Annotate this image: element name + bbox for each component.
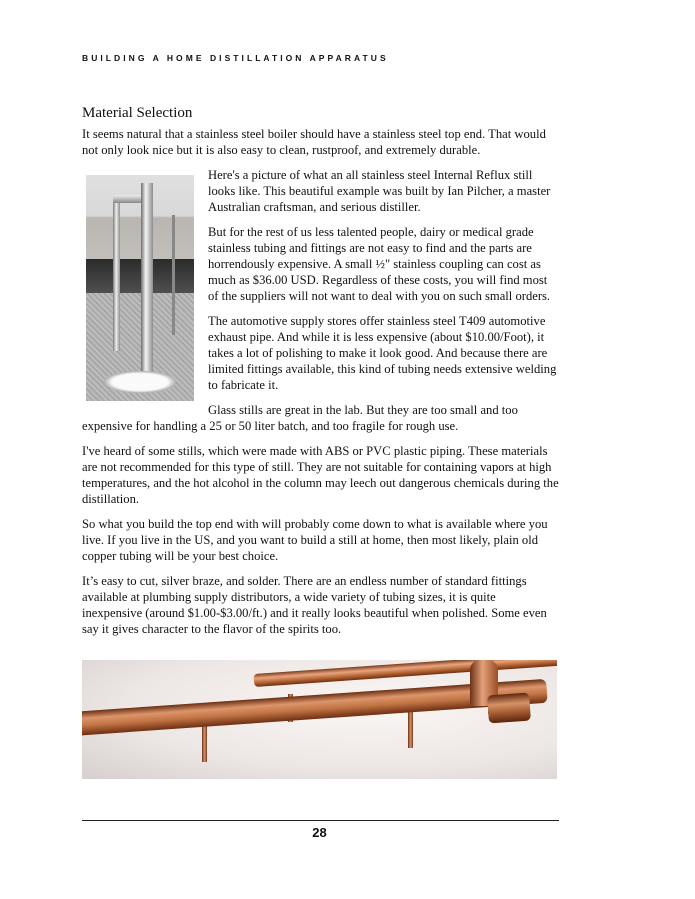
copper-leg	[202, 722, 207, 762]
paragraph-intro: It seems natural that a stainless steel boiler should have a stainless steel top end. That would not only look nice but it is also easy to clean, rustproof, and extremely durable.	[82, 127, 546, 157]
copper-coupling	[487, 693, 531, 724]
still-base-plate	[104, 371, 176, 393]
paragraph-automotive: The automotive supply stores offer stainless steel T409 automotive exhaust pipe. And while it is less expensive (about $10.00/Foot), it takes a lot of polishing to make it look good. And because there are limited fittings available, this kind of tubing needs extensive welding to fabricate it.	[208, 314, 557, 392]
copper-leg	[408, 710, 413, 748]
section-title: Material Selection	[82, 105, 193, 121]
footer-rule	[82, 820, 559, 821]
page-content	[82, 104, 559, 646]
copper-column-photo	[82, 660, 557, 779]
paragraph-picture: Here's a picture of what an all stainless steel Internal Reflux still looks like. This beautiful example was built by Ian Pilcher, a master Australian craftsman, and serious distiller.	[208, 168, 551, 214]
paragraph-plastic: I've heard of some stills, which were made with ABS or PVC plastic piping. These materials are not recommended for this type of still. They are not suitable for containing vapors at high temperatures, and the hot alcohol in the column may leech out dangerous chemicals during the distillation.	[82, 444, 559, 506]
photo-hedge	[86, 259, 194, 293]
stainless-still-photo	[86, 175, 194, 401]
page-number: 28	[312, 825, 327, 840]
photo-pole	[172, 215, 175, 335]
paragraph-cost: But for the rest of us less talented people, dairy or medical grade stainless tubing and fittings are not easy to find and the parts are horrendously expensive. A small ½" stainless coupling can cost as much as $36.00 USD. Regardless of these costs, you will find most of the suppliers will not want to deal with you on such small orders.	[208, 225, 551, 303]
paragraph-top-end: So what you build the top end with will probably come down to what is available where you live. If you live in the US, and you want to build a still at home, then most likely, plain old copper tubing will be your best choice.	[82, 517, 548, 563]
running-header: BUILDING A HOME DISTILLATION APPARATUS	[82, 53, 389, 63]
still-column	[141, 183, 153, 381]
paragraph-glass: Glass stills are great in the lab. But they are too small and too expensive for handling a 25 or 50 liter batch, and too fragile for rough use.	[82, 403, 518, 433]
paragraph-copper: It’s easy to cut, silver braze, and solder. There are an endless number of standard fittings available at plumbing supply distributors, a wide variety of tubing sizes, it is quite inexpensive (around $1.00-$3.00/ft.) and it really looks beautiful when polished. Some even say it gives character to the flavor of the spirits too.	[82, 574, 547, 636]
still-side-tube	[113, 199, 120, 351]
